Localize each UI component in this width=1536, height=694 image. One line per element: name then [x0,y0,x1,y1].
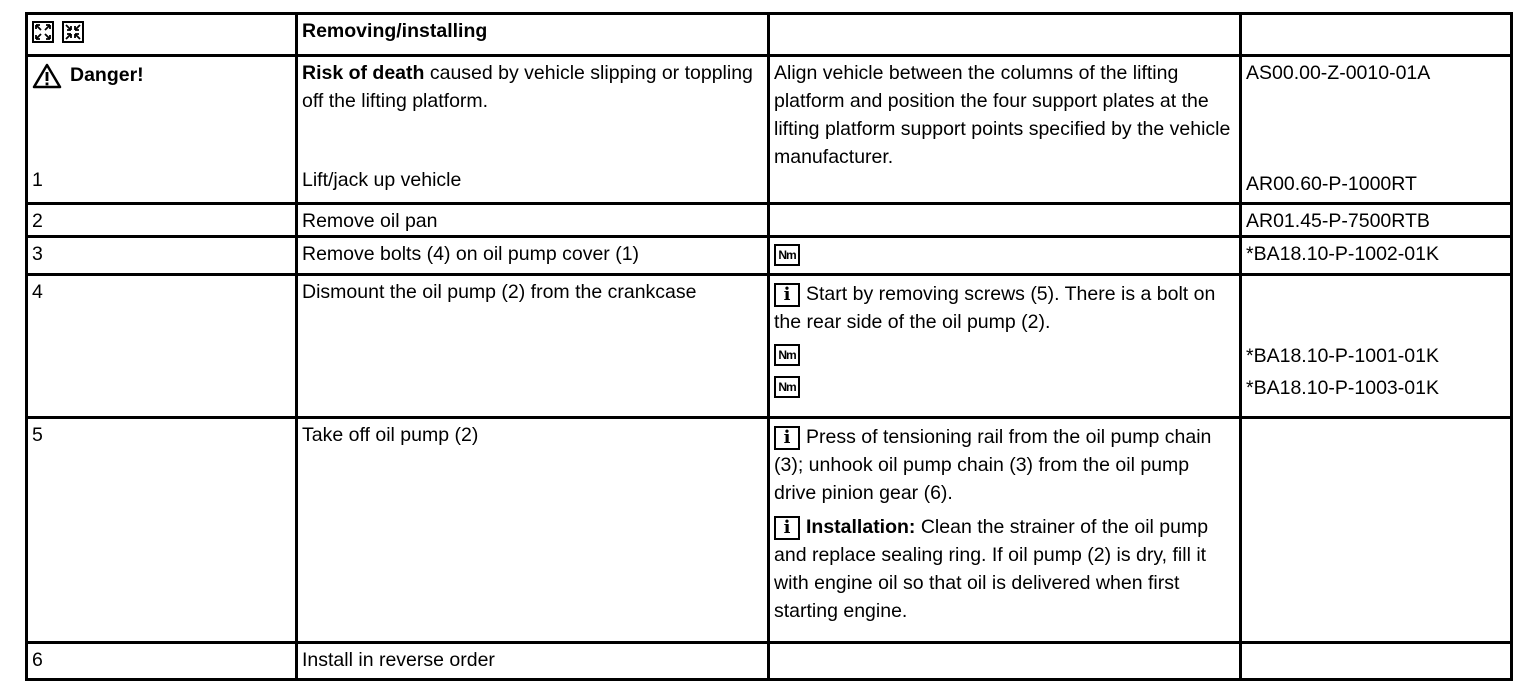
step-ref-link[interactable]: *BA18.10-P-1001-01K [1246,345,1439,367]
step-row [27,418,1512,643]
step-action: Take off oil pump (2) [297,418,769,643]
step-ref-cell [1241,418,1512,643]
danger-ref-cell [1241,56,1512,204]
expand-icon[interactable] [32,21,54,43]
info-icon[interactable]: i [774,426,800,450]
torque-nm-icon[interactable]: Nm [774,344,800,366]
step-number: 1 [32,169,43,191]
step-ref-cell [1241,643,1512,680]
step-row [27,275,1512,418]
step-row [27,237,1512,275]
step-action: Install in reverse order [297,643,769,680]
info-icon[interactable]: i [774,516,800,540]
step-notes [769,643,1241,680]
step-number: 6 [27,643,297,680]
step-action: Lift/jack up vehicle [302,169,462,191]
procedure-table [25,12,1513,681]
danger-ref-link[interactable]: AS00.00-Z-0010-01A [1246,62,1431,84]
step-ref-link[interactable]: *BA18.10-P-1002-01K [1241,237,1512,275]
step-number: 2 [27,204,297,237]
risk-bold: Risk of death [302,62,425,84]
step-notes [769,275,1241,418]
step-notes [769,237,1241,275]
step-action: Remove oil pan [297,204,769,237]
step-ref-link[interactable]: AR01.45-P-7500RTB [1241,204,1512,237]
header-title: Removing/installing [302,20,488,42]
step-ref-cell [1241,275,1512,418]
step-row [27,204,1512,237]
header-title-cell [297,14,769,56]
step-number: 4 [27,275,297,418]
danger-step-1-row [27,56,1512,204]
danger-instruction-cell [769,56,1241,204]
warning-triangle-icon [32,63,62,89]
header-empty-cell [1241,14,1512,56]
risk-description: caused by vehicle slipping or toppling off the lifting platform. [302,62,753,112]
step-notes [769,418,1241,643]
installation-label: Installation: [806,516,916,538]
danger-cell [27,56,297,204]
danger-label: Danger! [70,64,144,86]
danger-action-cell [297,56,769,204]
step-action: Remove bolts (4) on oil pump cover (1) [297,237,769,275]
danger-instruction: Align vehicle between the columns of the lifting platform and position the four support plates at the lifting platform support points specified by the vehicle manufacturer. [774,62,1231,168]
step-notes [769,204,1241,237]
step-action: Dismount the oil pump (2) from the crankcase [297,275,769,418]
risk-text [302,59,763,115]
step-row [27,643,1512,680]
torque-nm-icon[interactable]: Nm [774,376,800,398]
collapse-icon[interactable] [62,21,84,43]
header-empty-cell [769,14,1241,56]
header-icons-cell [27,14,297,56]
torque-nm-icon[interactable]: Nm [774,244,800,266]
info-icon[interactable]: i [774,283,800,307]
step-number: 5 [27,418,297,643]
info-text: Clean the strainer of the oil pump and replace sealing ring. If oil pump (2) is dry, fill it with engine oil so that oil is delivered when first starting engine. [774,516,1209,622]
info-text: Press of tensioning rail from the oil pump chain (3); unhook oil pump chain (3) from the oil pump drive pinion gear (6). [774,426,1212,504]
info-text: Start by removing screws (5). There is a bolt on the rear side of the oil pump (2). [774,283,1216,333]
step-number: 3 [27,237,297,275]
header-row [27,14,1512,56]
step-ref-link[interactable]: *BA18.10-P-1003-01K [1246,377,1439,399]
step-ref-link[interactable]: AR00.60-P-1000RT [1246,173,1417,195]
